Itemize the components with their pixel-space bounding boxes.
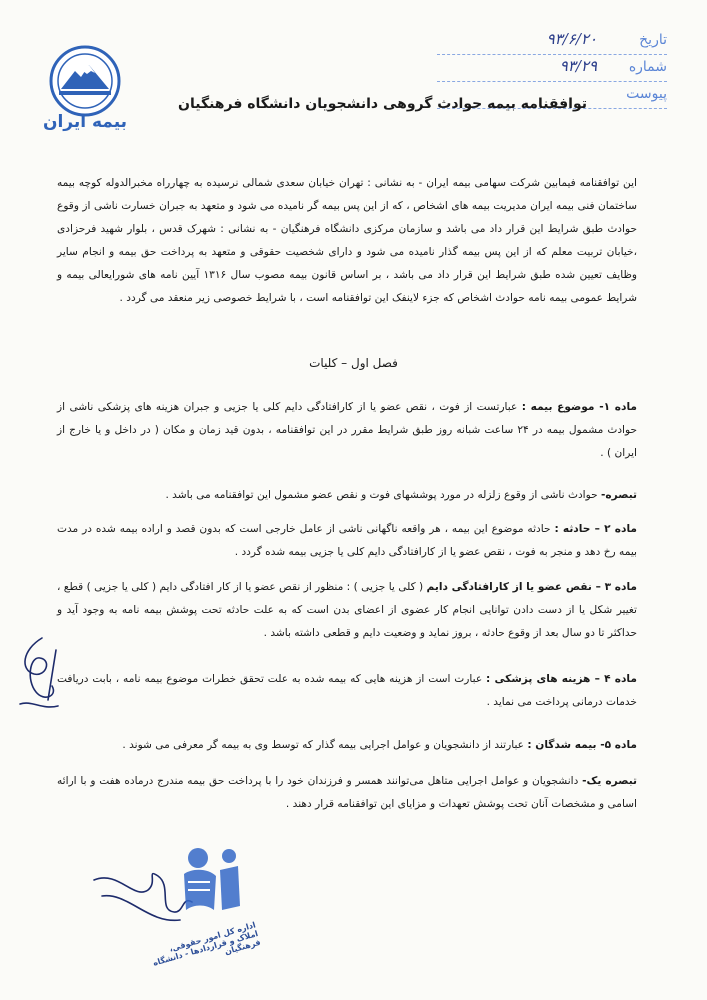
date-value: ۹۳/۶/۲۰	[546, 30, 597, 48]
seal-text: اداره کل امور حقوقی، املاک و قراردادها - دانشگاه فرهنگیان	[152, 920, 262, 968]
article-label: ماده ۵- بیمه شدگان :	[527, 739, 637, 751]
note-1	[57, 484, 637, 507]
section-heading: فصل اول – کلیات	[309, 356, 398, 370]
article-3	[57, 576, 637, 645]
number-value: ۹۳/۲۹	[559, 57, 597, 75]
article-text: دانشجویان و عوامل اجرایی متاهل می‌توانند همسر و فرزندان خود را با پرداخت حق بیمه مندرج درماده هفت و با ارائه اسامی و مشخصات آنان تحت پوشش تعهدات و مزایای این توافقنامه قرار دهند .	[57, 775, 637, 810]
article-label: تبصره-	[601, 489, 637, 501]
article-text: عبارتست از فوت ، نقص عضو یا از کارافتادگی دایم کلی یا جزیی و جبران هزینه های پزشکی ناشی از حوادث مشمول بیمه در ۲۴ ساعت شبانه روز طبق شرایط مقرر در این توافقنامه ، بدون قید زمان و مکان ( در داخل و یا خارج از ایران ) .	[57, 401, 638, 459]
article-text: حوادث ناشی از وقوع زلزله در مورد پوششهای فوت و نقص عضو مشمول این توافقنامه می باشد .	[165, 489, 598, 501]
article-label: ماده ۳ – نقص عضو یا از کارافتادگی دایم	[426, 581, 637, 593]
article-label: ماده ۲ – حادثه :	[554, 523, 637, 535]
date-row	[437, 30, 667, 55]
article-4	[57, 668, 637, 714]
intro-paragraph: این توافقنامه فیمابین شرکت سهامی بیمه ایران - به نشانی : تهران خیابان سعدی شمالی نرسیده به چهارراه مخبرالدوله کوچه بیمه ساختمان فنی بیمه ایران مدیریت بیمه های اشخاص ، که از این پس بیمه گر نامیده می شود و متعهد به جبران خسارت ناشی از وقوع حوادث طبق شرایط این قرار داد می باشد و سازمان مرکزی دانشگاه فرهنگیان - به نشانی : شهرک قدس ، بلوار شهید فرحزادی ،خیابان تربیت معلم که از این پس بیمه گذار نامیده می شود و دارای شخصیت حقوقی و متعهد به پرداخت حق بیمه و انجام سایر وظایف تعیین شده طبق شرایط این قرار داد می باشد ، بر اساس قانون بیمه مصوب سال ۱۳۱۶ آیین نامه های شورایعالی بیمه و شرایط عمومی بیمه نامه حوادث اشخاص که جزء لاینفک این توافقنامه است ، با شرایط خصوصی زیر منعقد می گردد .	[57, 177, 637, 304]
article-text: عبارت است از هزینه هایی که بیمه شده به علت تحقق خطرات موضوع بیمه نامه ، بابت دریافت خدمات درمانی پرداخت می نماید .	[57, 673, 637, 708]
document-title: توافقنامه بیمه حوادث گروهی دانشجویان دانشگاه فرهنگیان	[178, 96, 587, 112]
date-label: تاریخ	[639, 32, 667, 48]
article-label: تبصره یک-	[582, 775, 638, 787]
article-text: حادثه موضوع این بیمه ، هر واقعه ناگهانی ناشی از عامل خارجی است که بدون قصد و اراده بیمه شده در مدت بیمه رخ دهد و منجر به فوت ، نقص عضو یا از کارافتادگی دایم کلی یا جزیی بیمه شده گردد .	[57, 523, 637, 558]
note-one	[57, 770, 637, 816]
article-text: عبارتند از دانشجویان و عوامل اجرایی بیمه گذار که توسط وی به بیمه گر معرفی می شوند .	[122, 739, 524, 751]
number-row	[437, 57, 667, 82]
article-2	[57, 518, 637, 564]
article-text: ( کلی یا جزیی ) : منظور از نقص عضو یا از کار افتادگی دایم ( کلی یا جزیی ) قطع ، تغییر شکل یا از دست دادن توانایی انجام کار عضوی از اعضای بدن است که به علت حادثه تحت پوشش بیمه نامه به وجود آید و حداکثر تا دو سال بعد از وقوع حادثه ، بروز نماید و وضعیت دایم و قطعی داشته باشد .	[57, 581, 637, 639]
university-seal	[88, 840, 288, 990]
attachment-label: پیوست	[626, 86, 667, 102]
article-5	[57, 734, 637, 757]
logo-text: بیمه ایران	[42, 112, 128, 132]
article-label: ماده ۴ – هزینه های پزشکی :	[486, 673, 637, 685]
article-label: ماده ۱- موضوع بیمه :	[521, 401, 637, 413]
margin-signature	[12, 630, 82, 720]
article-1	[57, 396, 637, 465]
number-label: شماره	[628, 59, 667, 75]
